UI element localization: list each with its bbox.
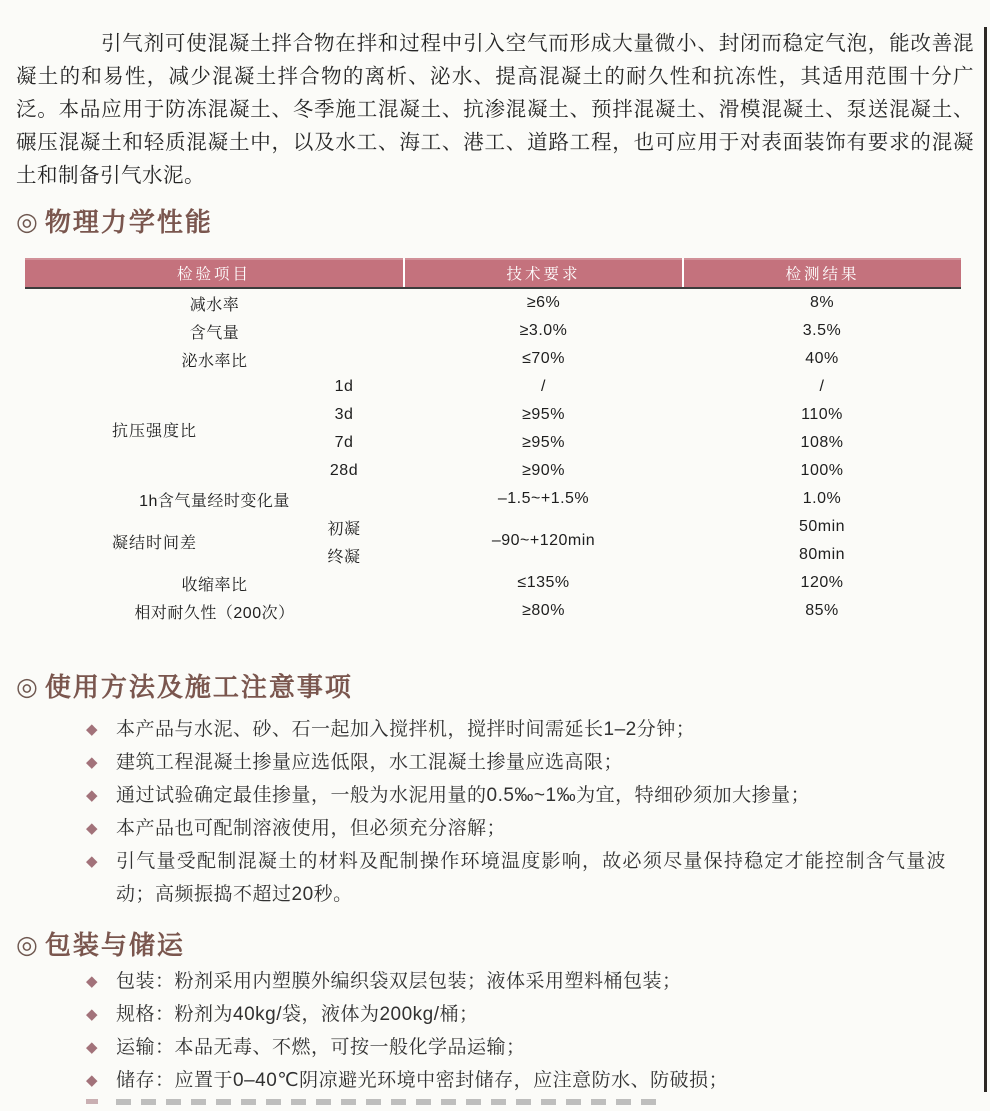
cell-result: 80min [798, 546, 846, 563]
cell-requirement: ≥95% [522, 406, 565, 423]
diamond-bullet-icon: ◆ [86, 754, 99, 771]
table-header-row [25, 258, 961, 288]
cell-result: 3.5% [802, 322, 842, 339]
list-item [0, 713, 990, 746]
section-heading-usage [16, 671, 990, 703]
cell-sub-label: 1d [334, 378, 354, 395]
diamond-bullet-icon: ◆ [86, 1072, 99, 1089]
diamond-bullet-icon: ◆ [86, 1006, 99, 1023]
column-header-result: 检测结果 [683, 258, 961, 288]
cell-item: 泌水率比 [181, 352, 248, 370]
bullet-text: 运输：本品无毒、不燃，可按一般化学品运输； [116, 1037, 526, 1058]
list-item [0, 998, 990, 1031]
cell-requirement: –1.5~+1.5% [497, 490, 590, 507]
bullet-text: 引气量受配制混凝土的材料及配制操作环境温度影响，故必须尽量保持稳定才能控制含气量波动；高频振捣不超过20秒。 [116, 851, 946, 905]
diamond-bullet-icon: ◆ [86, 973, 99, 990]
section-title: 包装与储运 [44, 930, 185, 960]
section-heading-packaging [16, 929, 990, 961]
scan-edge-line [984, 27, 987, 1092]
cell-requirement: ≤70% [522, 350, 565, 367]
cell-sub-label: 28d [329, 462, 359, 479]
list-item [0, 746, 990, 779]
double-circle-icon: ◎ [16, 208, 38, 236]
cell-requirement: –90~+120min [491, 532, 596, 549]
table-row [25, 373, 961, 401]
physical-properties-table [25, 258, 961, 625]
cell-sub-label: 终凝 [327, 548, 361, 566]
cell-item: 减水率 [189, 296, 240, 314]
cell-item: 相对耐久性（200次） [134, 604, 295, 622]
cell-requirement: ≥6% [526, 294, 561, 311]
diamond-bullet-icon: ◆ [86, 787, 99, 804]
intro-paragraph: 引气剂可使混凝土拌合物在拌和过程中引入空气而形成大量微小、封闭而稳定气泡，能改善混凝土的和易性，减少混凝土拌合物的离析、泌水、提高混凝土的耐久性和抗冻性，其适用范围十分广泛。本品应用于防冻混凝土、冬季施工混凝土、抗渗混凝土、预拌混凝土、滑模混凝土、泵送混凝土、碾压混凝土和轻质混凝土中，以及水工、海工、港工、道路工程，也可应用于对表面装饰有要求的混凝土和制备引气水泥。 [16, 32, 974, 187]
packaging-bullet-list [0, 965, 990, 1097]
diamond-bullet-icon: ◆ [86, 820, 99, 837]
cell-item: 收缩率比 [181, 576, 248, 594]
cell-item: 1h含气量经时变化量 [139, 492, 290, 510]
diamond-bullet-icon: ◆ [86, 853, 99, 870]
column-header-item: 检验项目 [25, 258, 404, 288]
section-title: 使用方法及施工注意事项 [44, 672, 353, 702]
table-row [25, 485, 961, 513]
cell-requirement: ≥90% [522, 462, 565, 479]
cell-requirement: ≥95% [522, 434, 565, 451]
section-title: 物理力学性能 [44, 207, 213, 237]
cell-item: 含气量 [189, 324, 240, 342]
usage-bullet-list [0, 713, 990, 911]
cell-result: 8% [809, 294, 835, 311]
list-item [0, 1031, 990, 1064]
table-row [25, 513, 961, 541]
cell-result: / [819, 378, 825, 395]
bullet-text: 建筑工程混凝土掺量应选低限，水工混凝土掺量应选高限； [116, 752, 624, 773]
scanned-datasheet-page [0, 27, 990, 1092]
list-item [0, 812, 990, 845]
cell-result: 85% [805, 602, 839, 619]
clipped-text-tops [116, 1099, 656, 1105]
cutoff-partial-text-line [0, 1099, 990, 1111]
cell-sub-label: 3d [334, 406, 354, 423]
bullet-text: 储存：应置于0–40℃阴凉避光环境中密封储存，应注意防水、防破损； [116, 1070, 729, 1091]
cell-requirement: ≥80% [522, 602, 565, 619]
table-row [25, 345, 961, 373]
double-circle-icon: ◎ [16, 673, 38, 701]
cell-group-label: 凝结时间差 [111, 534, 197, 552]
bullet-text: 规格：粉剂为40kg/袋，液体为200kg/桶； [116, 1004, 479, 1025]
cell-result: 108% [800, 434, 844, 451]
cell-requirement: ≤135% [517, 574, 570, 591]
diamond-bullet-icon: ◆ [86, 1039, 99, 1056]
cell-result: 50min [798, 518, 846, 535]
list-item [0, 845, 990, 911]
table-row [25, 317, 961, 345]
bullet-text: 包装：粉剂采用内塑膜外编织袋双层包装；液体采用塑料桶包装； [116, 971, 682, 992]
cell-sub-label: 初凝 [327, 520, 361, 538]
cell-result: 110% [801, 406, 843, 423]
list-item [0, 965, 990, 998]
cell-result: 120% [800, 574, 844, 591]
double-circle-icon: ◎ [16, 931, 38, 959]
cell-result: 100% [800, 462, 844, 479]
cell-requirement: / [541, 378, 546, 395]
cell-requirement: ≥3.0% [519, 322, 568, 339]
cell-result: 40% [805, 350, 839, 367]
diamond-bullet-icon: ◆ [86, 721, 99, 738]
table-row [25, 597, 961, 625]
cell-result: 1.0% [802, 490, 842, 507]
column-header-requirement: 技术要求 [404, 258, 683, 288]
bullet-text: 本产品与水泥、砂、石一起加入搅拌机，搅拌时间需延长1–2分钟； [116, 719, 696, 740]
bullet-text: 本产品也可配制溶液使用，但必须充分溶解； [116, 818, 507, 839]
list-item [0, 779, 990, 812]
diamond-bullet-icon [86, 1099, 116, 1111]
table-row [25, 288, 961, 317]
section-heading-physical-properties [16, 206, 990, 238]
table-row [25, 569, 961, 597]
cell-group-label: 抗压强度比 [111, 422, 197, 440]
cell-sub-label: 7d [334, 434, 354, 451]
list-item [0, 1064, 990, 1097]
bullet-text: 通过试验确定最佳掺量，一般为水泥用量的0.5‰~1‰为宜，特细砂须加大掺量； [116, 785, 811, 806]
